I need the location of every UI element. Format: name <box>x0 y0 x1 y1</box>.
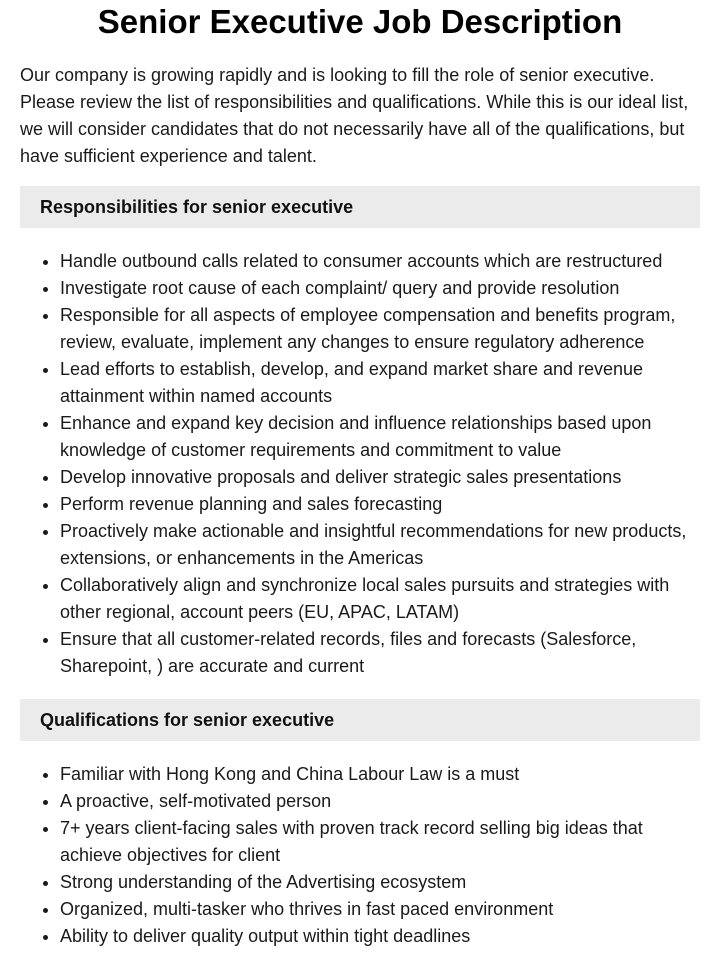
list-item: • Develop innovative proposals and deliver strategic sales presentations <box>60 464 700 491</box>
page-title: Senior Executive Job Description <box>97 3 623 40</box>
list-item: • 7+ years client-facing sales with proven track record selling big ideas that achieve objectives for client <box>60 815 700 869</box>
list-item: • Strong understanding of the Advertising ecosystem <box>60 869 700 896</box>
list-item: • Ability to deliver quality output within tight deadlines <box>60 923 700 950</box>
list-item: • Responsible for all aspects of employee compensation and benefits program, review, evaluate, implement any changes to ensure regulatory adherence <box>60 302 700 356</box>
responsibilities-list <box>20 248 700 680</box>
list-item: • Handle outbound calls related to consumer accounts which are restructured <box>60 248 700 275</box>
list-item: • A proactive, self-motivated person <box>60 788 700 815</box>
intro-paragraph: Our company is growing rapidly and is looking to fill the role of senior executive. Please review the list of responsibilities and qualifications. While this is our ideal list, we will consider candidates that do not necessarily have all of the qualifications, but have sufficient experience and talent. <box>20 65 689 166</box>
list-item: • Investigate root cause of each complaint/ query and provide resolution <box>60 275 700 302</box>
list-item: • Proactively make actionable and insightful recommendations for new products, extensions, or enhancements in the Americas <box>60 518 700 572</box>
list-item: • Lead efforts to establish, develop, and expand market share and revenue attainment within named accounts <box>60 356 700 410</box>
qualifications-heading: Qualifications for senior executive <box>20 699 700 741</box>
list-item: • Organized, multi-tasker who thrives in fast paced environment <box>60 896 700 923</box>
qualifications-list <box>20 761 700 950</box>
responsibilities-heading: Responsibilities for senior executive <box>20 186 700 228</box>
list-item: • Perform revenue planning and sales forecasting <box>60 491 700 518</box>
list-item: • Familiar with Hong Kong and China Labour Law is a must <box>60 761 700 788</box>
list-item: • Enhance and expand key decision and influence relationships based upon knowledge of customer requirements and commitment to value <box>60 410 700 464</box>
list-item: • Ensure that all customer-related records, files and forecasts (Salesforce, Sharepoint, ) are accurate and current <box>60 626 700 680</box>
list-item: • Collaboratively align and synchronize local sales pursuits and strategies with other regional, account peers (EU, APAC, LATAM) <box>60 572 700 626</box>
